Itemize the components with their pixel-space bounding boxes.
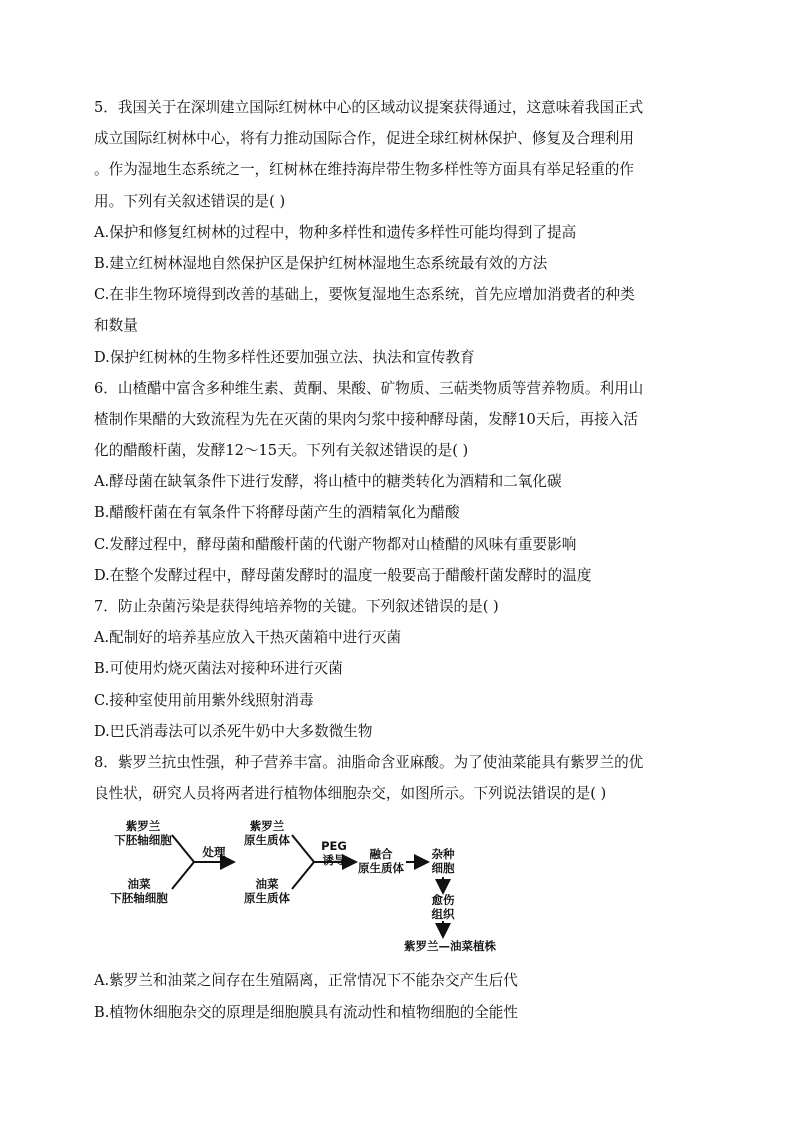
question-stem-line: 。作为湿地生态系统之一，红树林在维持海岸带生物多样性等方面具有举足轻重的作 [94,161,634,179]
fused-protoplast-label: 融合 原生质体 [358,847,404,876]
option-d: D.巴氏消毒法可以杀死牛奶中大多数微生物 [94,722,373,740]
option-c-continued: 和数量 [94,317,138,335]
question-7 [94,591,704,747]
violet-protoplast-label: 紫罗兰 原生质体 [244,819,290,848]
option-a: A.保护和修复红树林的过程中，物种多样性和遗传多样性可能均得到了提高 [94,223,577,241]
violet-hypocotyl-label: 紫罗兰 下胚轴细胞 [114,819,172,848]
hybridization-flow-diagram [94,813,704,961]
option-a: A.紫罗兰和油菜之间存在生殖隔离，正常情况下不能杂交产生后代 [94,972,518,990]
question-stem-line: 6．山楂醋中富含多种维生素、黄酮、果酸、矿物质、三萜类物质等营养物质。利用山 [94,379,644,397]
option-c: C.发酵过程中，酵母菌和醋酸杆菌的代谢产物都对山楂醋的风味有重要影响 [94,535,577,553]
option-c: C.接种室使用前用紫外线照射消毒 [94,691,314,709]
callus-label: 愈伤 组织 [431,893,455,922]
question-stem-line: 7．防止杂菌污染是获得纯培养物的关键。下列叙述错误的是( ) [94,598,499,615]
hybrid-plant-label: 紫罗兰—油菜植株 [404,939,496,954]
option-b: B.建立红树林湿地自然保护区是保护红树林湿地生态系统最有效的方法 [94,254,548,272]
option-b: B.植物休细胞杂交的原理是细胞膜具有流动性和植物细胞的全能性 [94,1003,518,1021]
option-c: C.在非生物环境得到改善的基础上，要恢复湿地生态系统，首先应增加消费者的种类 [94,286,635,304]
option-a: A.配制好的培养基应放入干热灭菌箱中进行灭菌 [94,629,402,647]
question-stem-line: 用。下列有关叙述错误的是( ) [94,192,286,210]
question-stem-line: 良性状，研究人员将两者进行植物体细胞杂交，如图所示。下列说法错误的是( ) [94,785,607,803]
question-stem-line: 5．我国关于在深圳建立国际红树林中心的区域动议提案获得通过，这意味着我国正式 [94,99,644,116]
option-d: D.在整个发酵过程中，酵母菌发酵时的温度一般要高于醋酸杆菌发酵时的温度 [94,566,592,584]
option-b: B.可使用灼烧灭菌法对接种环进行灭菌 [94,660,343,678]
hybrid-cell-label: 杂种 细胞 [431,847,455,876]
exam-page [94,92,704,1028]
question-8 [94,747,704,1028]
rapeseed-hypocotyl-label: 油菜 下胚轴细胞 [110,877,168,906]
option-b: B.醋酸杆菌在有氧条件下将酵母菌产生的酒精氧化为醋酸 [94,504,460,522]
question-stem-line: 楂制作果醋的大致流程为先在灭菌的果肉匀浆中接种酵母菌，发酵10天后，再接入活 [94,410,638,428]
treatment-label: 处理 [202,845,226,860]
question-stem-line: 化的醋酸杆菌，发酵12～15天。下列有关叙述错误的是( ) [94,442,469,460]
option-a: A.酵母菌在缺氧条件下进行发酵，将山楂中的糖类转化为酒精和二氧化碳 [94,473,562,491]
question-5 [94,92,704,373]
question-stem-line: 8．紫罗兰抗虫性强，种子营养丰富。油脂命含亚麻酸。为了使油菜能具有紫罗兰的优 [94,753,644,771]
question-stem-line: 成立国际红树林中心，将有力推动国际合作，促进全球红树林保护、修复及合理利用 [94,130,634,148]
question-6 [94,373,704,591]
rapeseed-protoplast-label: 油菜 原生质体 [244,877,290,906]
peg-label: PEG 诱导 [321,839,347,868]
option-d: D.保护红树林的生物多样性还要加强立法、执法和宣传教育 [94,348,475,366]
